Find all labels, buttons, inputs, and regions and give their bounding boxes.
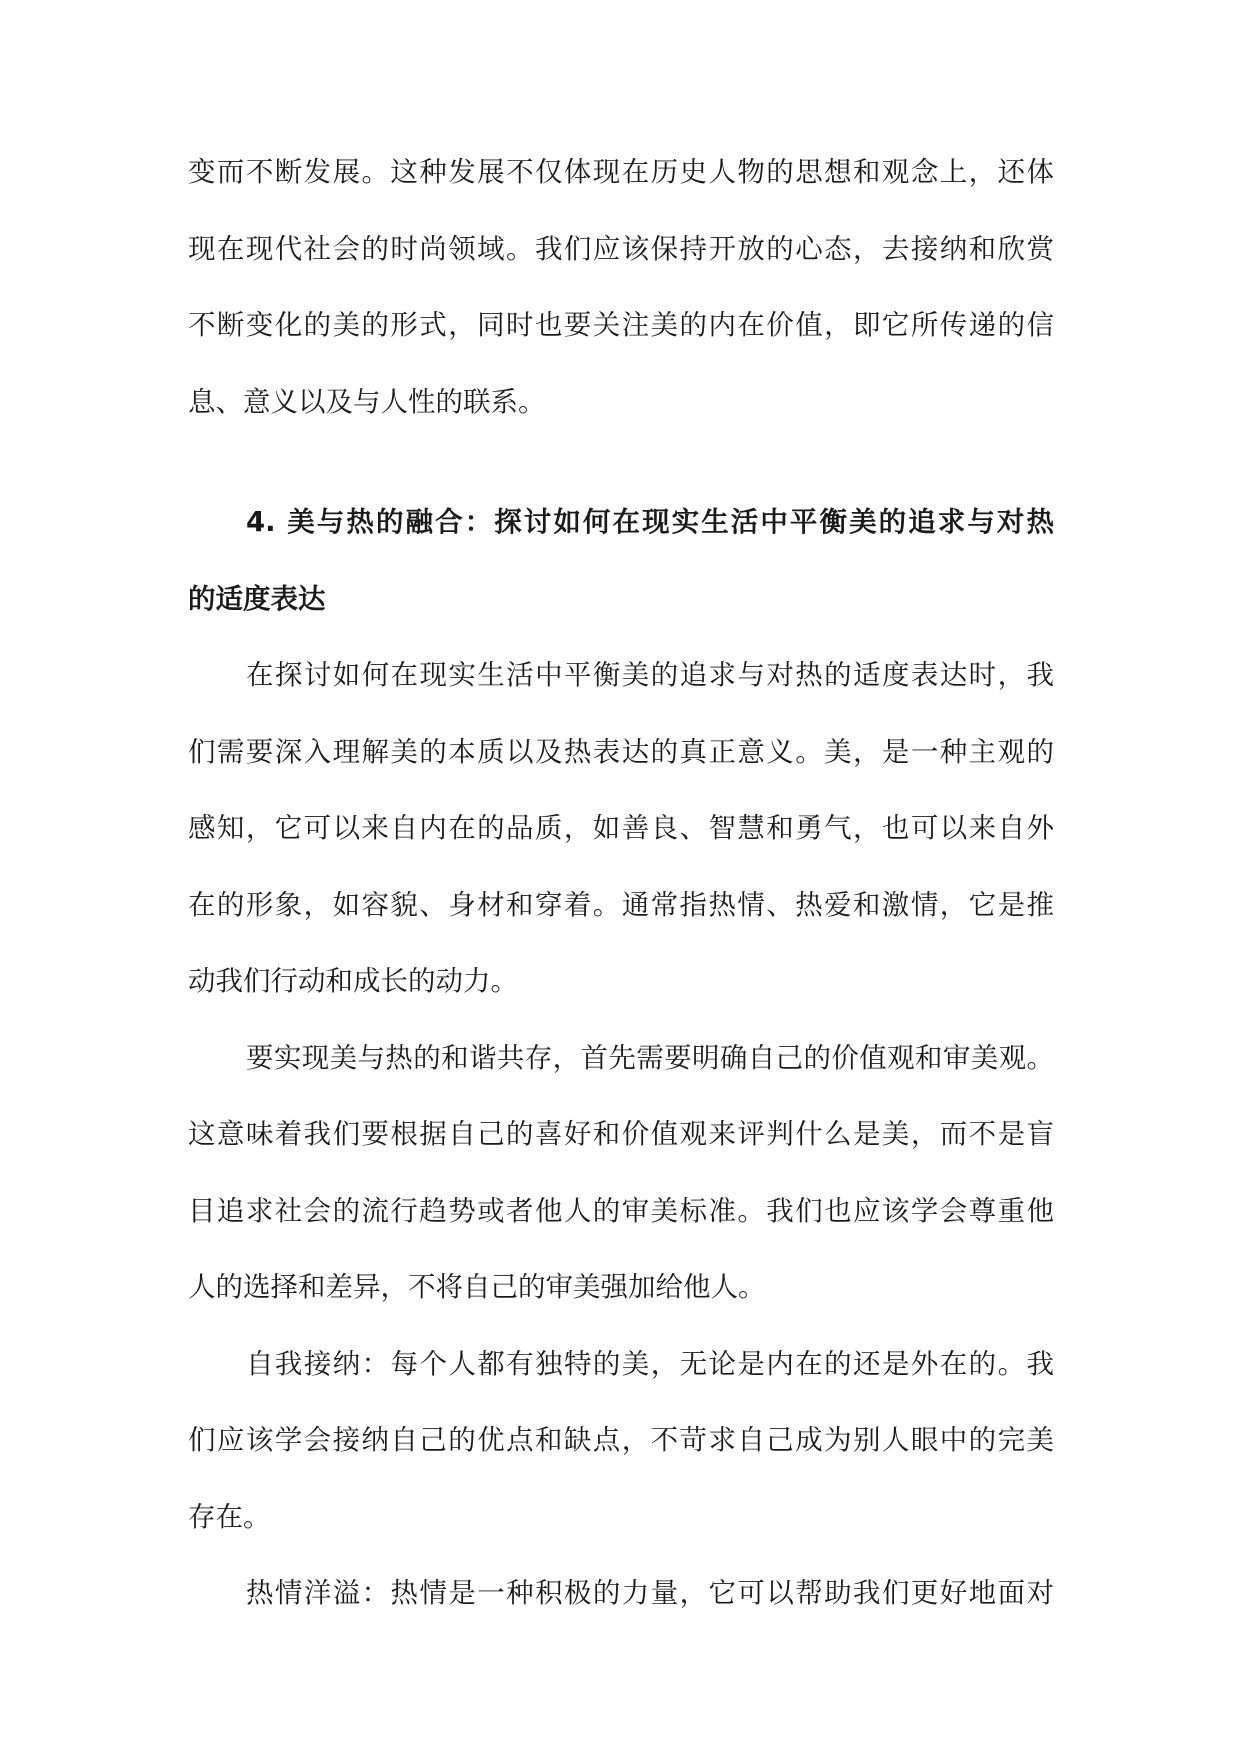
spacer xyxy=(188,448,1054,492)
paragraph xyxy=(188,645,1054,1028)
text-line: 存在。 xyxy=(188,1500,271,1533)
text-line: 们需要深入理解美的本质以及热表达的真正意义。美，是一种主观的 xyxy=(188,735,1054,768)
text-line: 这意味着我们要根据自己的喜好和价值观来评判什么是美，而不是盲 xyxy=(188,1118,1054,1150)
text-line: 热情洋溢：热情是一种积极的力量，它可以帮助我们更好地面对 xyxy=(246,1577,1054,1609)
text-line: 目追求社会的流行趋势或者他人的审美标准。我们也应该学会尊重他 xyxy=(188,1194,1054,1227)
text-line: 自我接纳：每个人都有独特的美，无论是内在的还是外在的。我 xyxy=(246,1347,1054,1380)
paragraph xyxy=(188,142,1054,448)
paragraph xyxy=(188,1563,1054,1640)
text-line: 不断变化的美的形式，同时也要关注美的内在价值，即它所传递的信 xyxy=(188,309,1054,341)
text-line: 在探讨如何在现实生活中平衡美的追求与对热的适度表达时，我 xyxy=(246,659,1054,691)
paragraph xyxy=(188,1028,1054,1334)
document-body xyxy=(188,142,1054,1640)
heading-line: 的适度表达 xyxy=(188,582,326,615)
text-line: 感知，它可以来自内在的品质，如善良、智慧和勇气，也可以来自外 xyxy=(188,812,1054,844)
paragraph xyxy=(188,1334,1054,1564)
text-line: 现在现代社会的时尚领域。我们应该保持开放的心态，去接纳和欣赏 xyxy=(188,232,1054,265)
text-line: 变而不断发展。这种发展不仅体现在历史人物的思想和观念上，还体 xyxy=(188,156,1054,188)
text-line: 人的选择和差异，不将自己的审美强加给他人。 xyxy=(188,1271,766,1303)
heading-line: 4. 美与热的融合：探讨如何在现实生活中平衡美的追求与对热 xyxy=(246,506,1054,538)
text-line: 要实现美与热的和谐共存，首先需要明确自己的价值观和审美观。 xyxy=(246,1041,1054,1074)
text-line: 息、意义以及与人性的联系。 xyxy=(188,385,546,418)
text-line: 们应该学会接纳自己的优点和缺点，不苛求自己成为别人眼中的完美 xyxy=(188,1424,1054,1456)
text-line: 在的形象，如容貌、身材和穿着。通常指热情、热爱和激情，它是推 xyxy=(188,888,1054,921)
text-line: 动我们行动和成长的动力。 xyxy=(188,965,518,997)
section-heading xyxy=(188,492,1054,645)
